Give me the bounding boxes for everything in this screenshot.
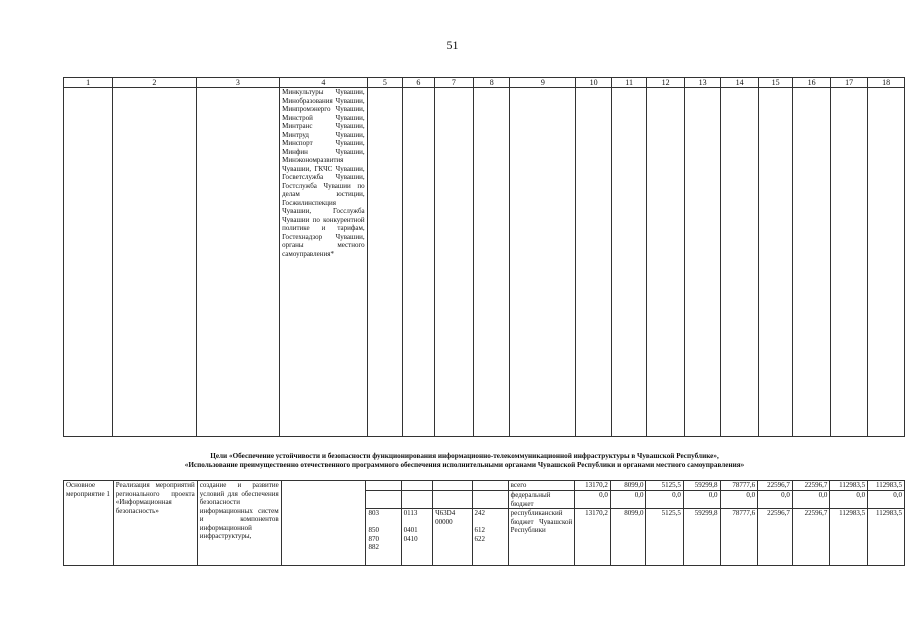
value-cell: 112983,5 <box>830 481 868 491</box>
section-code-cell: 0113 0401 0410 <box>401 509 432 566</box>
value-cell: 0,0 <box>720 491 758 509</box>
column-number: 15 <box>758 78 793 88</box>
value-cell: 22596,7 <box>758 481 793 491</box>
column-number: 17 <box>830 78 867 88</box>
goal-line: «Использование преимущественно отечественного программного обеспечения исполнительными органами Чувашской Республики и органами местного самоуправления» <box>184 461 745 469</box>
value-cell: 5125,5 <box>646 481 683 491</box>
value-cell: 0,0 <box>610 491 646 509</box>
value-cell: 0,0 <box>575 491 611 509</box>
value-cell: 78777,6 <box>720 481 758 491</box>
value-cell: 0,0 <box>792 491 830 509</box>
target-code-cell: Ч63D4 00000 <box>433 509 472 566</box>
value-cell: 0,0 <box>683 491 720 509</box>
budget-table-bottom <box>63 480 905 566</box>
value-cell: 112983,5 <box>830 509 868 566</box>
value-cell: 22596,7 <box>758 509 793 566</box>
funding-source-cell: республиканский бюджет Чувашской Республики <box>508 509 575 566</box>
activity-number-cell: Основное мероприятие 1 <box>64 481 114 566</box>
column-number: 13 <box>684 78 721 88</box>
column-number: 5 <box>367 78 402 88</box>
column-number-row <box>64 78 905 88</box>
continuation-row <box>64 88 905 437</box>
value-cell: 0,0 <box>868 491 905 509</box>
value-cell: 13170,2 <box>575 481 611 491</box>
column-number: 14 <box>721 78 758 88</box>
column-number: 4 <box>280 78 368 88</box>
value-cell: 22596,7 <box>792 509 830 566</box>
table-row <box>64 481 905 491</box>
column-number: 9 <box>510 78 576 88</box>
value-cell: 78777,6 <box>720 509 758 566</box>
value-cell: 0,0 <box>646 491 683 509</box>
admin-code-cell: 803 850 870 882 <box>366 509 401 566</box>
value-cell: 5125,5 <box>646 509 683 566</box>
value-cell: 112983,5 <box>868 509 905 566</box>
column-number: 12 <box>647 78 684 88</box>
value-cell: 13170,2 <box>575 509 611 566</box>
value-cell: 8099,0 <box>610 509 646 566</box>
column-number: 8 <box>474 78 510 88</box>
column-number: 1 <box>64 78 113 88</box>
page-number: 51 <box>446 38 459 52</box>
column-number: 3 <box>196 78 279 88</box>
value-cell: 112983,5 <box>868 481 905 491</box>
budget-table-top <box>63 77 905 437</box>
value-cell: 0,0 <box>830 491 868 509</box>
expense-type-cell: 242 612 622 <box>472 509 508 566</box>
value-cell: 22596,7 <box>792 481 830 491</box>
funding-source-cell: всего <box>508 481 575 491</box>
column-number: 2 <box>113 78 196 88</box>
goal-heading <box>63 452 866 470</box>
value-cell: 8099,0 <box>610 481 646 491</box>
activity-description-cell: создание и развитие условий для обеспечения безопасности информационных систем и компонентов информационной инфраструктуры, <box>197 481 281 566</box>
column-number: 16 <box>793 78 830 88</box>
value-cell: 0,0 <box>758 491 793 509</box>
goal-line: Цели «Обеспечение устойчивости и безопасности функционирования информационно-телекоммуникационной инфраструктуры в Чувашской Республике», <box>210 452 719 460</box>
funding-source-cell: федеральный бюджет <box>508 491 575 509</box>
column-number: 11 <box>611 78 647 88</box>
value-cell: 59299,8 <box>683 481 720 491</box>
activity-name-cell: Реализация мероприятий регионального проекта «Информационная безопасность» <box>113 481 197 566</box>
column-number: 7 <box>434 78 473 88</box>
responsible-executors-cell: Минкультуры Чувашии, Минобразования Чувашии, Минпромэнерго Чувашии, Минстрой Чувашии, Минтранс Чувашии, Минтруд Чувашии, Минспорт Чувашии, Минфин Чувашии, Минэкономразвития Чувашии, ГКЧС Чувашии, Госветслужба Чувашии, Гостслужба Чувашии по делам юстиции, Госжилинспекция Чувашии, Госслужба Чувашии по конкурентной политике и тарифам, Гостехнадзор Чувашии, органы местного самоуправления* <box>280 88 368 437</box>
column-number: 6 <box>403 78 435 88</box>
value-cell: 59299,8 <box>683 509 720 566</box>
column-number: 10 <box>576 78 612 88</box>
column-number: 18 <box>868 78 905 88</box>
